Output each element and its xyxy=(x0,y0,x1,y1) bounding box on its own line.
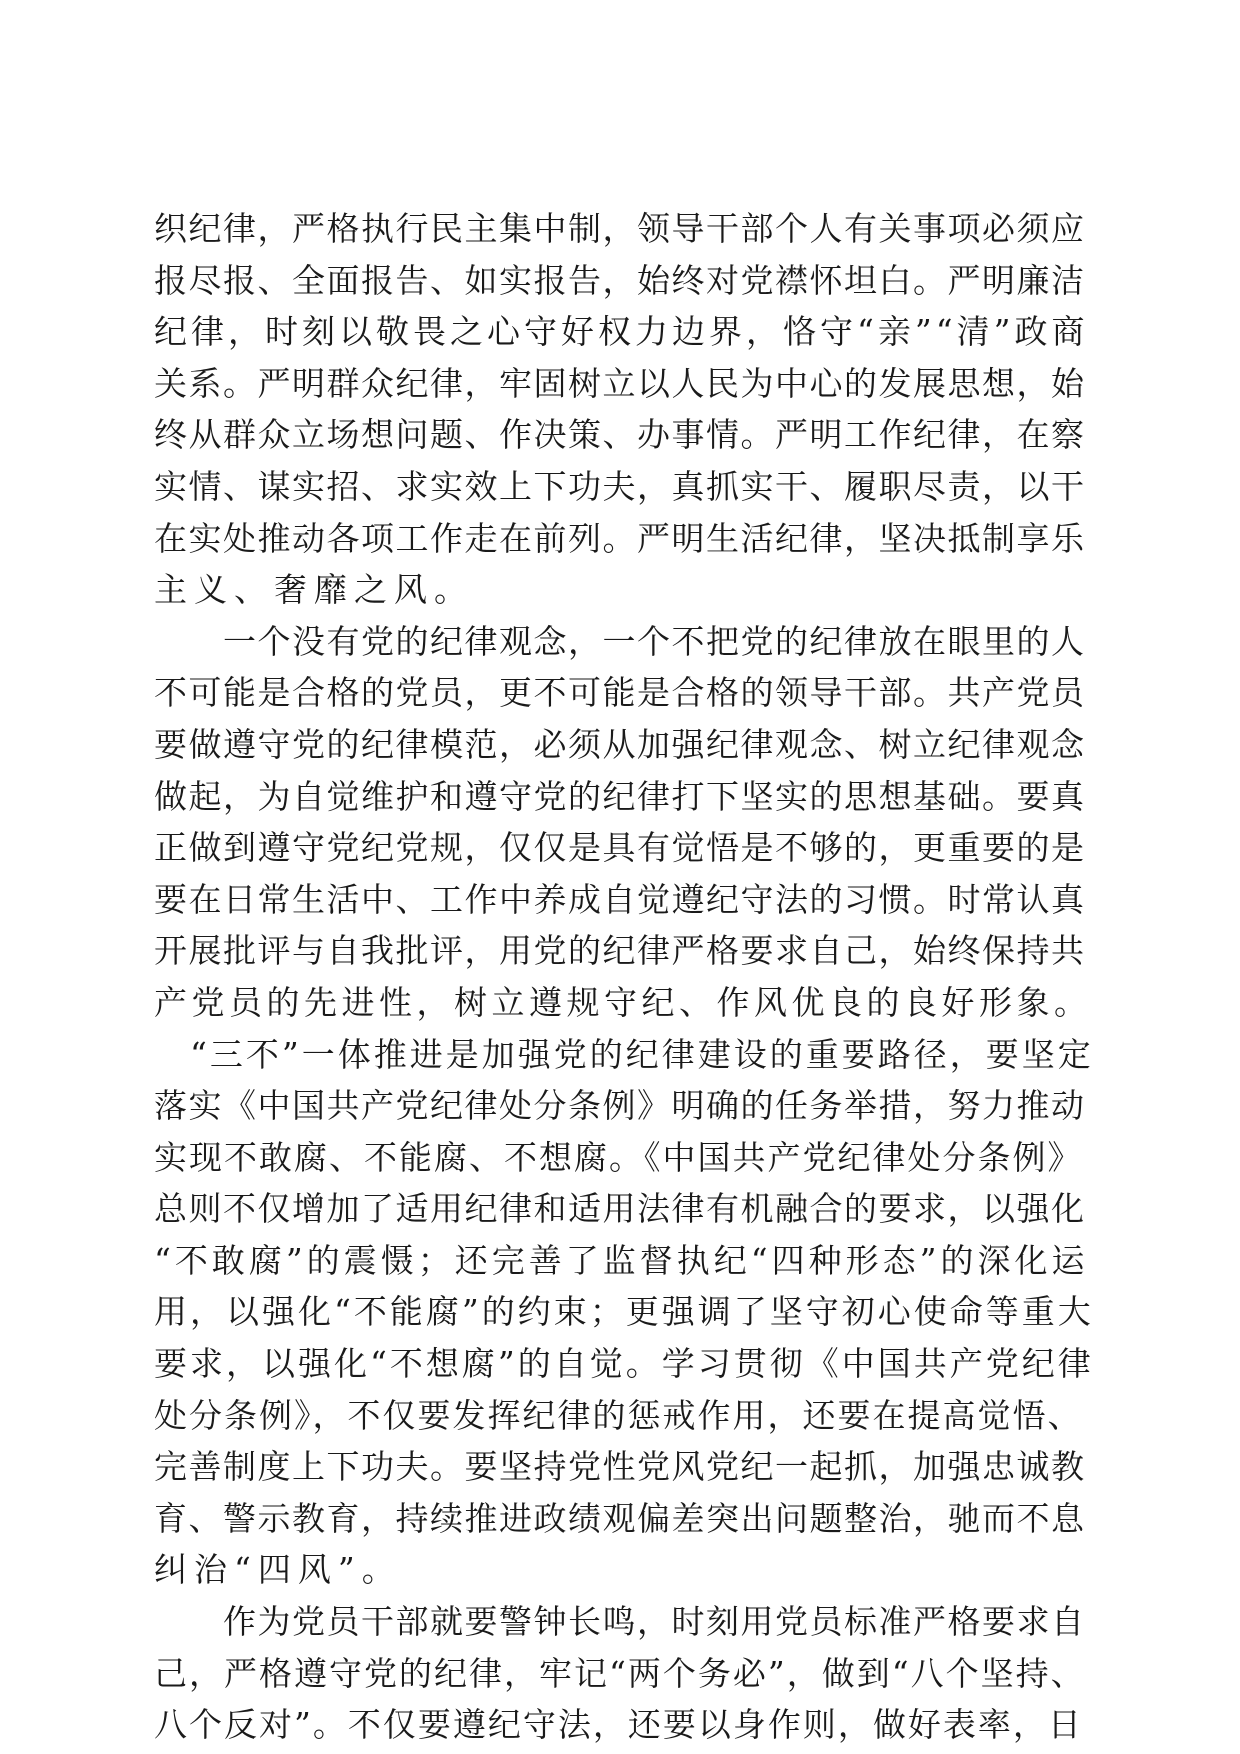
text-line: “三不”一体推进是加强党的纪律建设的重要路径，要坚定 xyxy=(154,1034,1094,1074)
text-line: 织纪律，严格执行民主集中制，领导干部个人有关事项必须应 xyxy=(154,209,1086,248)
text-line: 实现不敢腐、不能腐、不想腐。《中国共产党纪律处分条例》 xyxy=(154,1137,1083,1177)
text-line: 纠治“四风”。 xyxy=(154,1550,402,1590)
text-line: 纪律，时刻以敬畏之心守好权力边界，恪守“亲”“清”政商 xyxy=(154,312,1089,352)
text-line: 正做到遵守党纪党规，仅仅是具有觉悟是不够的，更重要的是 xyxy=(154,828,1086,868)
text-line: 在实处推动各项工作走在前列。严明生活纪律，坚决抵制享乐 xyxy=(154,518,1086,558)
text-line: 要做遵守党的纪律模范，必须从加强纪律观念、树立纪律观念 xyxy=(154,724,1086,764)
text-line: 关系。严明群众纪律，牢固树立以人民为中心的发展思想，始 xyxy=(154,363,1086,403)
text-line: 终从群众立场想问题、作决策、办事情。严明工作纪律，在察 xyxy=(154,415,1086,455)
text-line: 落实《中国共产党纪律处分条例》明确的任务举措，努力推动 xyxy=(154,1086,1086,1126)
text-line: 报尽报、全面报告、如实报告，始终对党襟怀坦白。严明廉洁 xyxy=(154,260,1086,300)
text-line: 要在日常生活中、工作中养成自觉遵纪守法的习惯。时常认真 xyxy=(154,879,1086,919)
text-line: 八个反对”。不仅要遵纪守法，还要以身作则，做好表率，日 xyxy=(154,1705,1083,1745)
text-line: 作为党员干部就要警钟长鸣，时刻用党员标准严格要求自 xyxy=(154,1602,1086,1642)
text-line: 要求，以强化“不想腐”的自觉。学习贯彻《中国共产党纪律 xyxy=(154,1344,1094,1384)
text-line: 不可能是合格的党员，更不可能是合格的领导干部。共产党员 xyxy=(154,673,1086,713)
text-line: 产党员的先进性，树立遵规守纪、作风优良的良好形象。 xyxy=(154,982,1092,1022)
text-line: 己，严格遵守党的纪律，牢记“两个务必”，做到“八个坚持、 xyxy=(154,1653,1086,1693)
text-line: 育、警示教育，持续推进政绩观偏差突出问题整治，驰而不息 xyxy=(154,1498,1086,1538)
text-line: 实情、谋实招、求实效上下功夫，真抓实干、履职尽责，以干 xyxy=(154,466,1086,506)
text-line: 开展批评与自我批评，用党的纪律严格要求自己，始终保持共 xyxy=(154,931,1086,971)
text-line: 做起，为自觉维护和遵守党的纪律打下坚实的思想基础。要真 xyxy=(154,776,1086,816)
body-text xyxy=(154,203,1094,1751)
text-line: 用，以强化“不能腐”的约束；更强调了坚守初心使命等重大 xyxy=(154,1292,1094,1332)
text-line: 总则不仅增加了适用纪律和适用法律有机融合的要求，以强化 xyxy=(154,1189,1086,1229)
text-line: 处分条例》，不仅要发挥纪律的惩戒作用，还要在提高觉悟、 xyxy=(154,1395,1083,1435)
text-line: 完善制度上下功夫。要坚持党性党风党纪一起抓，加强忠诚教 xyxy=(154,1447,1086,1487)
text-line: “不敢腐”的震慑；还完善了监督执纪“四种形态”的深化运 xyxy=(154,1240,1089,1280)
text-line: 主义、奢靡之风。 xyxy=(154,570,474,610)
text-line: 一个没有党的纪律观念，一个不把党的纪律放在眼里的人 xyxy=(154,621,1086,661)
